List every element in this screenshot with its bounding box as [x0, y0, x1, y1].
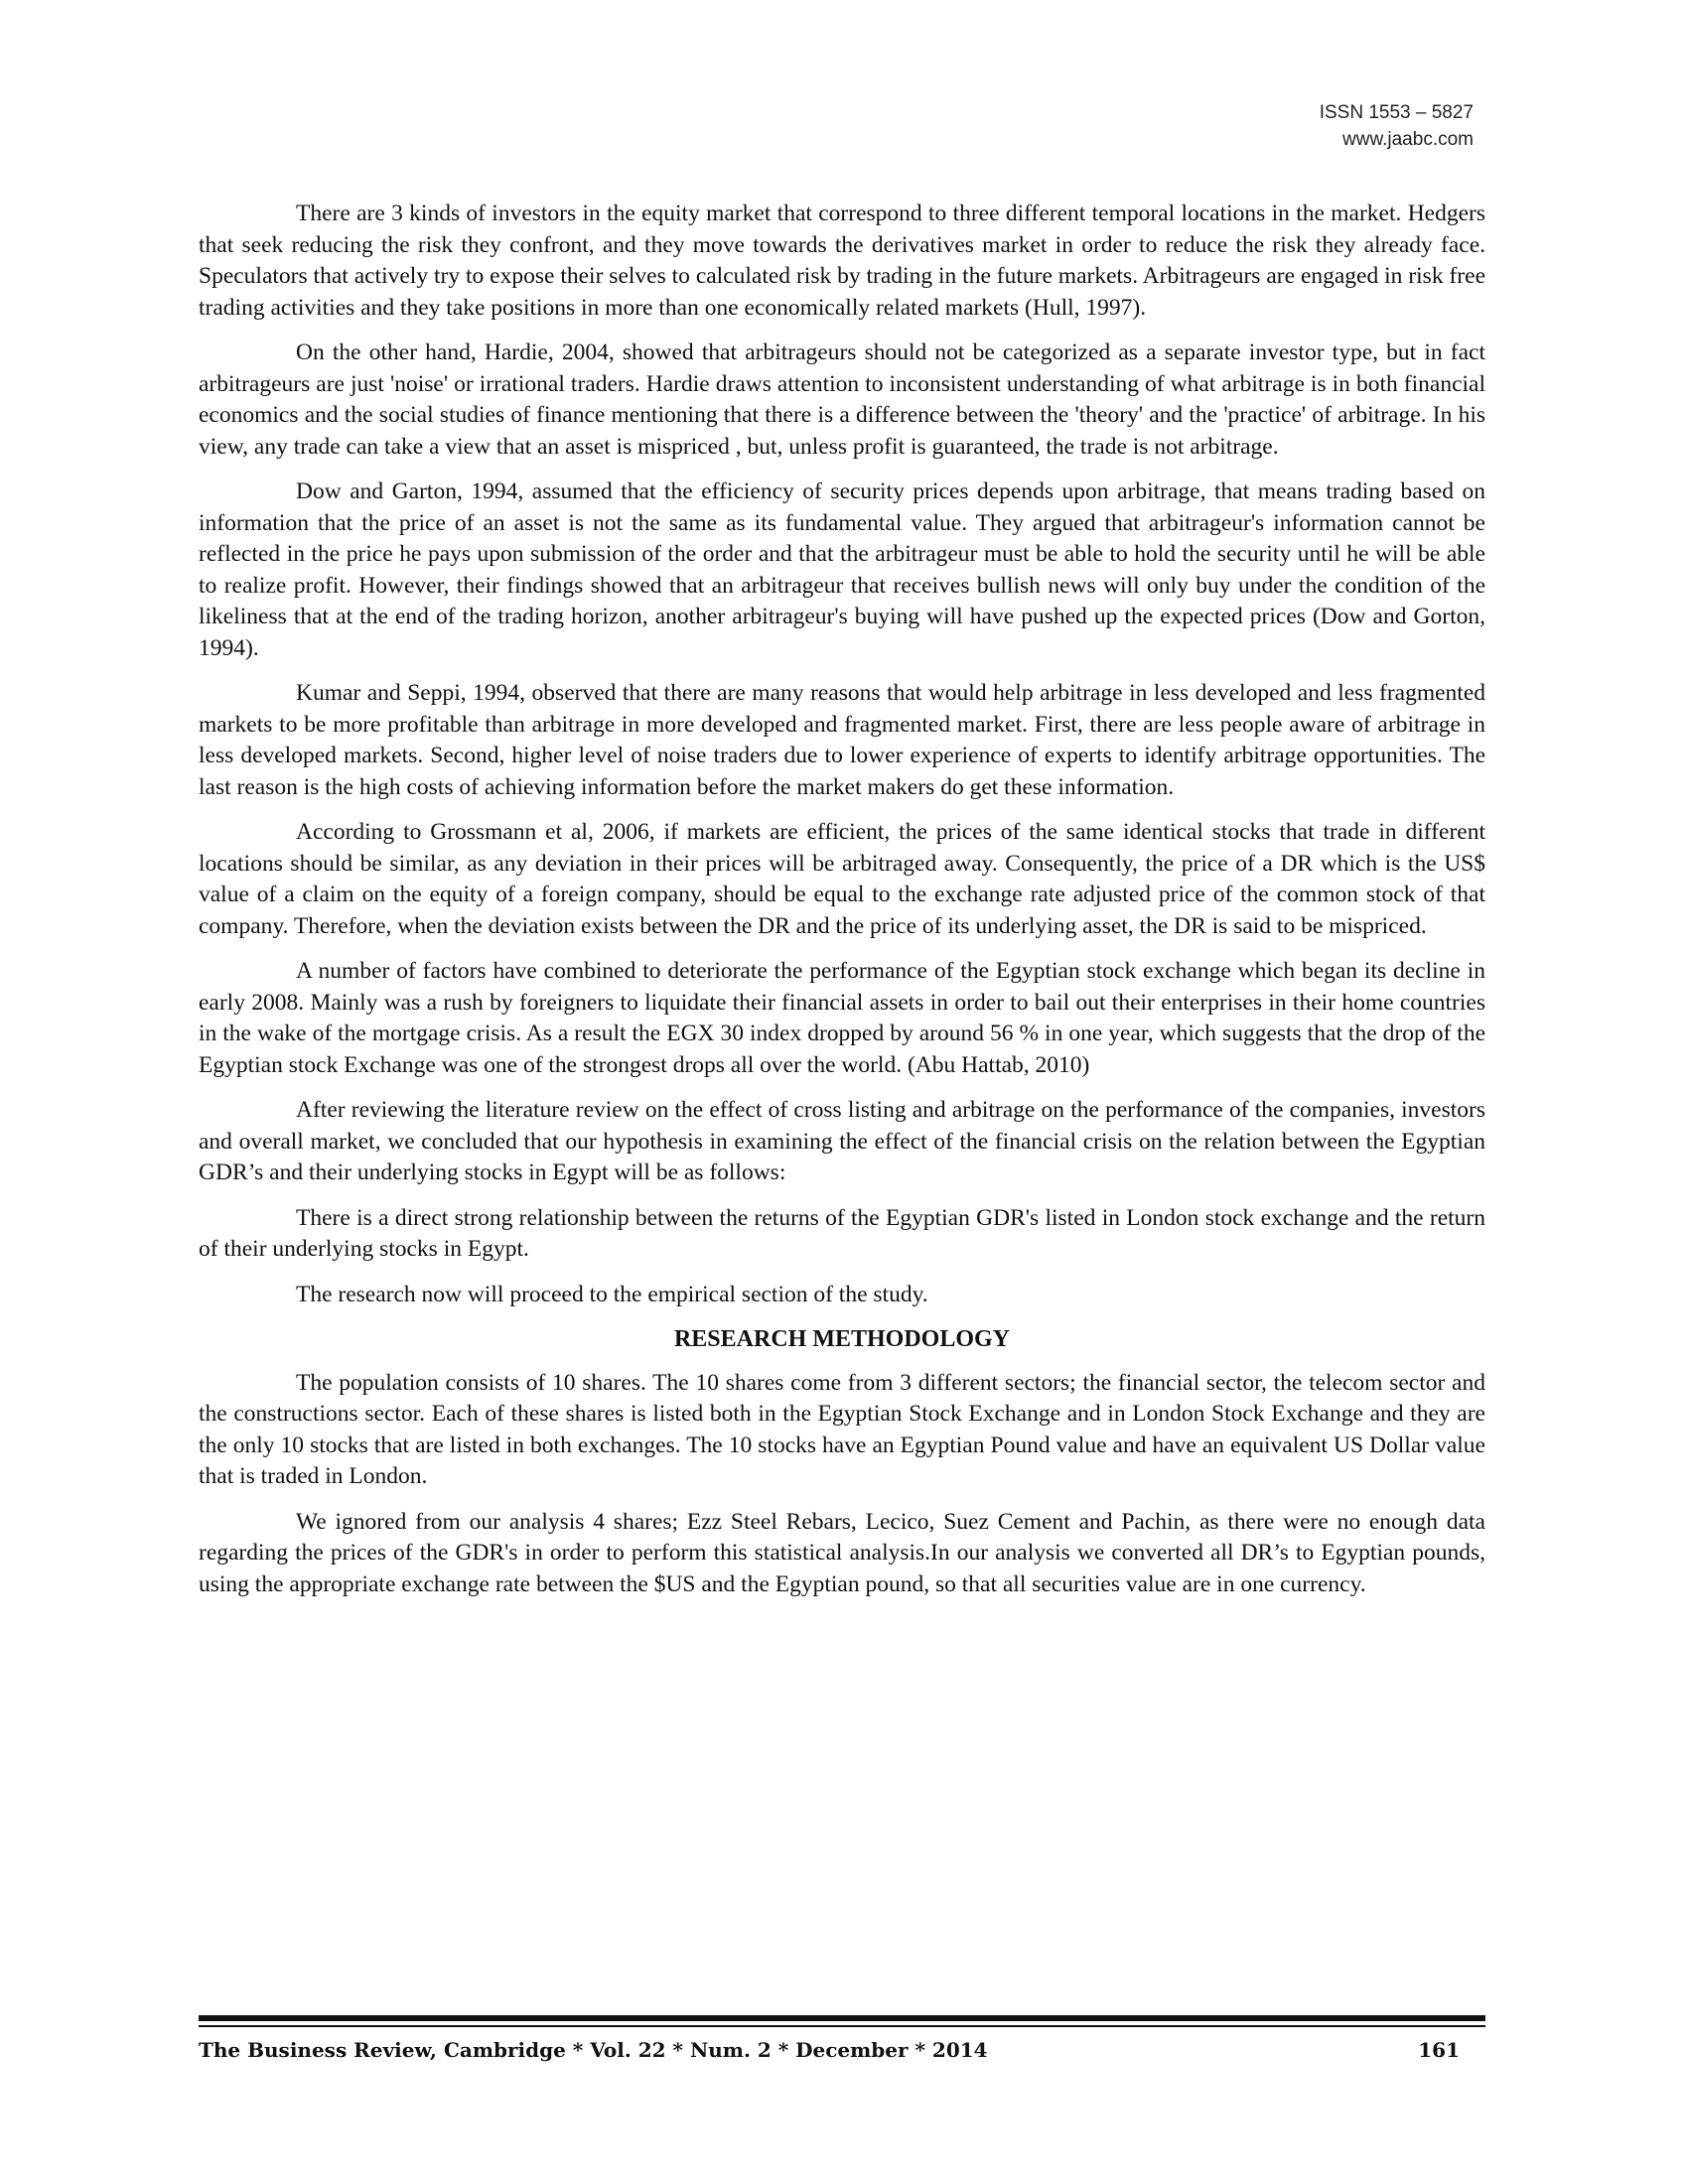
page-header: [1320, 99, 1474, 153]
paragraph-population: The population consists of 10 shares. The 10 shares come from 3 different sectors; the financial sector, the telecom sector and the constructions sector. Each of these shares is listed both in the Egyptian Stock Exchange and in London Stock Exchange and they are the only 10 stocks that are listed in both exchanges. The 10 stocks have an Egyptian Pound value and have an equivalent US Dollar value that is traded in London.: [199, 1369, 1485, 1489]
issn-label: ISSN 1553 – 5827: [1319, 102, 1474, 123]
footer-rule-thick: [199, 2015, 1485, 2021]
paragraph-hypothesis-intro: After reviewing the literature review on the effect of cross listing and arbitrage on the performance of the companies, investors and overall market, we concluded that our hypothesis in examining the effect of the financial crisis on the relation between the Egyptian GDR’s and their underlying stocks in Egypt will be as follows:: [199, 1097, 1485, 1185]
footer-rule-thin: [199, 2025, 1485, 2027]
paragraph-egyptian-exchange: A number of factors have combined to deteriorate the performance of the Egyptian stock exchange which began its decline in early 2008. Mainly was a rush by foreigners to liquidate their financial assets in order to bail out their enterprises in their home countries in the wake of the mortgage crisis. As a result the EGX 30 index dropped by around 56 % in one year, which suggests that the drop of the Egyptian stock Exchange was one of the strongest drops all over the world. (Abu Hattab, 2010): [199, 958, 1485, 1078]
section-heading: RESEARCH METHODOLOGY: [673, 1326, 1011, 1352]
page-footer: [199, 2038, 1460, 2062]
paragraph-investor-types: There are 3 kinds of investors in the equity market that correspond to three different temporal locations in the market. Hedgers that seek reducing the risk they confront, and they move towards the derivatives market in order to reduce the risk they already face. Speculators that actively try to expose their selves to calculated risk by trading in the future markets. Arbitrageurs are engaged in risk free trading activities and they take positions in more than one economically related markets (Hull, 1997).: [199, 201, 1485, 321]
paragraph-dow-garton: Dow and Garton, 1994, assumed that the efficiency of security prices depends upon arbitrage, that means trading based on information that the price of an asset is not the same as its fundamental value. They argued that arbitrageur's information cannot be reflected in the price he pays upon submission of the order and that the arbitrageur must be able to hold the security until he will be able to realize profit. However, their findings showed that an arbitrageur that receives bullish news will only buy under the condition of the likeliness that at the end of the trading horizon, another arbitrageur's buying will have pushed up the expected prices (Dow and Gorton, 1994).: [199, 478, 1485, 661]
paragraph-proceed: The research now will proceed to the empirical section of the study.: [296, 1281, 928, 1307]
website-link[interactable]: www.jaabc.com: [1342, 129, 1474, 150]
paragraph-hypothesis: There is a direct strong relationship between the returns of the Egyptian GDR's listed in London stock exchange and the return of their underlying stocks in Egypt.: [199, 1204, 1485, 1262]
journal-citation: The Business Review, Cambridge * Vol. 22 * Num. 2 * December * 2014: [199, 2038, 988, 2062]
paragraph-kumar-seppi: Kumar and Seppi, 1994, observed that there are many reasons that would help arbitrage in less developed and less fragmented markets to be more profitable than arbitrage in more developed and fragmented market. First, there are less people aware of arbitrage in less developed markets. Second, higher level of noise traders due to lower experience of experts to identify arbitrage opportunities. The last reason is the high costs of achieving information before the market makers do get these information.: [199, 680, 1485, 800]
article-body: [199, 199, 1485, 1614]
paragraph-grossmann: According to Grossmann et al, 2006, if markets are efficient, the prices of the same identical stocks that trade in different locations should be similar, as any deviation in their prices will be arbitraged away. Consequently, the price of a DR which is the US$ value of a claim on the equity of a foreign company, should be equal to the exchange rate adjusted price of the common stock of that company. Therefore, when the deviation exists between the DR and the price of its underlying asset, the DR is said to be mispriced.: [199, 819, 1485, 939]
paragraph-ignored-shares: We ignored from our analysis 4 shares; Ezz Steel Rebars, Lecico, Suez Cement and Pachin, as there were no enough data regarding the prices of the GDR's in order to perform this statistical analysis.In our analysis we converted all DR’s to Egyptian pounds, using the appropriate exchange rate between the $US and the Egyptian pound, so that all securities value are in one currency.: [199, 1508, 1485, 1597]
paragraph-hardie: On the other hand, Hardie, 2004, showed that arbitrageurs should not be categorized as a separate investor type, but in fact arbitrageurs are just 'noise' or irrational traders. Hardie draws attention to inconsistent understanding of what arbitrage is in both financial economics and the social studies of finance mentioning that there is a difference between the 'theory' and the 'practice' of arbitrage. In his view, any trade can take a view that an asset is mispriced , but, unless profit is guaranteed, the trade is not arbitrage.: [199, 340, 1485, 460]
page-number: 161: [1418, 2038, 1460, 2062]
